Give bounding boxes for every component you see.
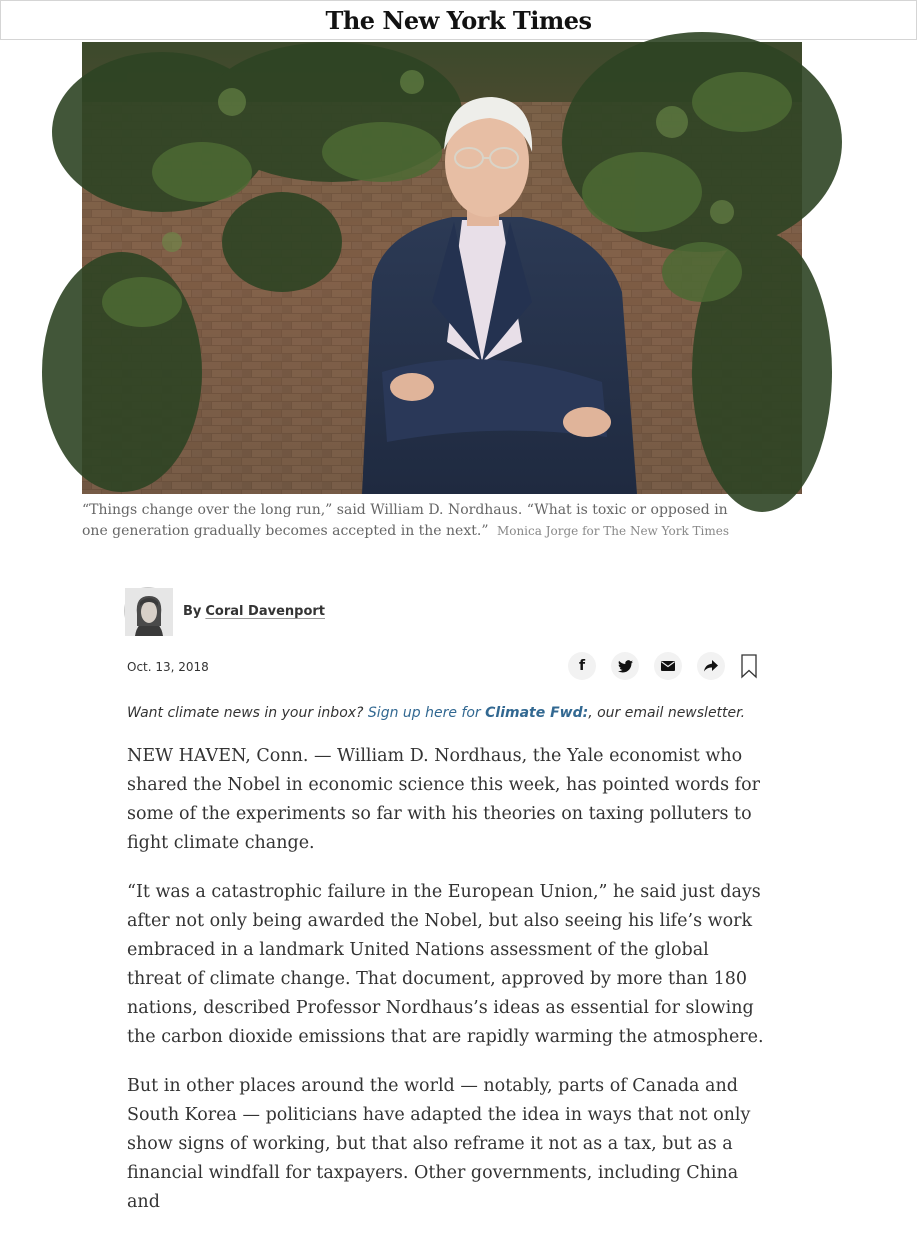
share-arrow-icon	[704, 660, 718, 672]
byline-text	[183, 604, 325, 619]
nyt-logo[interactable]: The New York Times	[325, 6, 592, 35]
article-body	[127, 742, 767, 1237]
twitter-icon	[618, 660, 633, 673]
more-share-button[interactable]	[697, 652, 725, 680]
byline	[124, 587, 325, 635]
author-avatar-image	[125, 588, 173, 636]
newsletter-promo	[127, 705, 745, 721]
masthead	[0, 0, 917, 40]
article-paragraph: “It was a catastrophic failure in the European Union,” he said just days after not only being awarded the Nobel, but also seeing his life’s work embraced in a landmark United Nations assessment of the global threat of climate change. That document, approved by more than 180 nations, described Professor Nordhaus’s ideas as essential for slowing the carbon dioxide emissions that are rapidly warming the atmosphere.	[127, 882, 764, 1047]
facebook-share-button[interactable]	[568, 652, 596, 680]
promo-link-newsletter-name: Climate Fwd:	[485, 705, 589, 721]
email-icon	[661, 661, 675, 671]
promo-intro: Want climate news in your inbox?	[127, 705, 368, 721]
lead-photo	[82, 42, 802, 494]
share-toolbar	[568, 652, 758, 680]
save-article-button[interactable]	[740, 653, 758, 679]
photo-caption	[82, 500, 742, 542]
article-paragraph: But in other places around the world — notably, parts of Canada and South Korea — politicians have adapted the idea in ways that not only show signs of working, but that also reframe it not as a tax, but as a financial windfall for taxpayers. Other governments, including China and	[127, 1076, 751, 1212]
article-paragraph: NEW HAVEN, Conn. — William D. Nordhaus, the Yale economist who shared the Nobel in economic science this week, has pointed words for some of the experiments so far with his theories on taxing polluters to fight climate change.	[127, 746, 761, 853]
promo-outro: , our email newsletter.	[588, 705, 746, 721]
newsletter-signup-link[interactable]	[368, 705, 588, 721]
lead-photo-image	[82, 42, 802, 494]
author-avatar[interactable]	[124, 587, 172, 635]
byline-prefix: By	[183, 603, 202, 619]
email-share-button[interactable]	[654, 652, 682, 680]
promo-link-text: Sign up here for	[367, 705, 486, 721]
twitter-share-button[interactable]	[611, 652, 639, 680]
caption-text: “Things change over the long run,” said William D. Nordhaus. “What is toxic or opposed in one generation gradually becomes accepted in the next.”	[82, 502, 728, 539]
publish-date: Oct. 13, 2018	[127, 660, 209, 674]
facebook-icon: f	[578, 658, 586, 674]
author-link[interactable]: Coral Davenport	[205, 603, 325, 619]
photo-credit: Monica Jorge for The New York Times	[496, 524, 730, 538]
bookmark-icon	[741, 654, 757, 678]
